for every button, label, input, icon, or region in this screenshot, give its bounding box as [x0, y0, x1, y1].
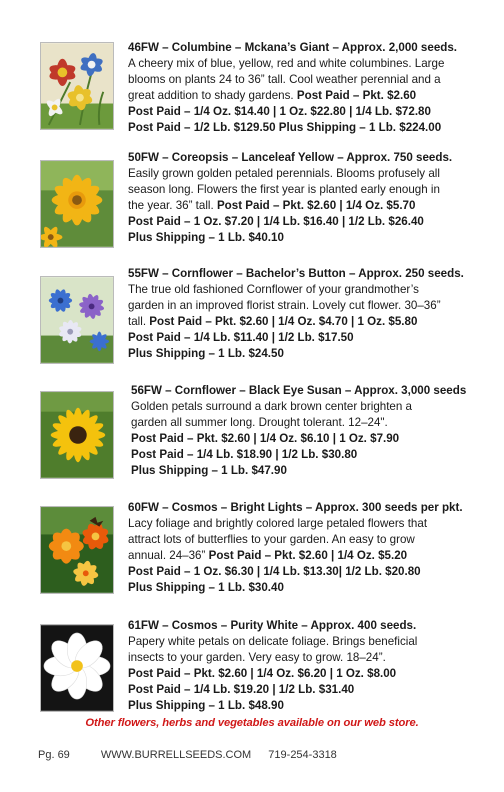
description-line [128, 88, 474, 104]
description-text: Lacy foliage and brightly colored large petaled flowers that [128, 517, 428, 530]
product-title: 50FW – Coreopsis – Lanceleaf Yellow – Approx. 750 seeds. [128, 151, 453, 164]
price-text: Post Paid – 1/4 Lb. $19.20 | 1/2 Lb. $31.40 [128, 683, 355, 696]
description-text: Papery white petals on delicate foliage. Brings beneficial [128, 635, 418, 648]
description-line [128, 650, 474, 666]
product-description [128, 500, 474, 596]
price-text: Plus Shipping – 1 Lb. $47.90 [131, 464, 287, 477]
description-line [131, 463, 477, 479]
description-text: the year. 36” tall. [128, 199, 217, 212]
description-text: tall. [128, 315, 150, 328]
description-line [128, 230, 474, 246]
price-text: Post Paid – Pkt. $2.60 | 1/4 Oz. $6.10 | 1 Oz. $7.90 [131, 432, 400, 445]
description-line [128, 532, 474, 548]
price-text: Post Paid – 1 Oz. $7.20 | 1/4 Lb. $16.40 | 1/2 Lb. $26.40 [128, 215, 424, 228]
price-text: Post Paid – 1 Oz. $6.30 | 1/4 Lb. $13.30| 1/2 Lb. $20.80 [128, 565, 421, 578]
product-lines [128, 634, 474, 714]
product-description [128, 266, 474, 362]
description-line [128, 564, 474, 580]
description-line [128, 346, 474, 362]
description-line [128, 214, 474, 230]
cosmos-purity-white-image [40, 624, 114, 712]
description-line [128, 282, 474, 298]
product-lines [128, 516, 474, 596]
price-text: Post Paid – Pkt. $2.60 [296, 89, 417, 102]
price-text: Post Paid – 1/4 Oz. $14.40 | 1 Oz. $22.80 | 1/4 Lb. $72.80 [128, 105, 431, 118]
description-line [128, 682, 474, 698]
product-title: 60FW – Cosmos – Bright Lights – Approx. 300 seeds per pkt. [128, 501, 463, 514]
description-line [128, 298, 474, 314]
description-line [128, 634, 474, 650]
description-line [128, 104, 474, 120]
description-text: insects to your garden. Very easy to grow. 18–24”. [128, 651, 386, 664]
description-line [128, 72, 474, 88]
web-store-promo: Other flowers, herbs and vegetables available on our web store. [85, 717, 419, 729]
coreopsis-image [40, 160, 114, 248]
description-line [131, 415, 477, 431]
price-text: Post Paid – Pkt. $2.60 | 1/4 Oz. $5.70 [216, 199, 416, 212]
price-text: Post Paid – Pkt. $2.60 | 1/4 Oz. $4.70 | 1 Oz. $5.80 [149, 315, 418, 328]
description-line [128, 314, 474, 330]
description-line [128, 330, 474, 346]
cosmos-bright-lights-image [40, 506, 114, 594]
product-description [128, 40, 474, 136]
product-description [128, 150, 474, 246]
description-text: annual. 24–36” [128, 549, 209, 562]
description-line [128, 120, 474, 136]
price-text: Post Paid – Pkt. $2.60 | 1/4 Oz. $6.20 | 1 Oz. $8.00 [128, 667, 397, 680]
product-lines [128, 166, 474, 246]
product-description [128, 618, 474, 714]
product-lines [128, 56, 474, 136]
columbine-image [40, 42, 114, 130]
price-text: Plus Shipping – 1 Lb. $24.50 [128, 347, 284, 360]
product-lines [131, 399, 477, 479]
product-title: 46FW – Columbine – Mckana’s Giant – Approx. 2,000 seeds. [128, 41, 458, 54]
description-line [128, 548, 474, 564]
description-text: great addition to shady gardens. [128, 89, 297, 102]
description-line [128, 198, 474, 214]
product-title: 61FW – Cosmos – Purity White – Approx. 400 seeds. [128, 619, 417, 632]
description-line [128, 182, 474, 198]
phone-number: 719-254-3318 [268, 749, 337, 761]
description-text: The true old fashioned Cornflower of your grandmother’s [128, 283, 419, 296]
description-line [128, 698, 474, 714]
description-text: Easily grown golden petaled perennials. Blooms profusely all [128, 167, 440, 180]
description-text: garden in an improved florist strain. Lovely cut flower. 30–36” [128, 299, 441, 312]
black-eyed-susan-image [40, 391, 114, 479]
price-text: Plus Shipping – 1 Lb. $48.90 [128, 699, 284, 712]
price-text: Post Paid – Pkt. $2.60 | 1/4 Oz. $5.20 [208, 549, 408, 562]
description-line [131, 447, 477, 463]
description-line [128, 516, 474, 532]
description-text: blooms on plants 24 to 36” tall. Cool weather perennial and a [128, 73, 441, 86]
description-line [128, 56, 474, 72]
website-link[interactable]: WWW.BURRELLSEEDS.COM [100, 749, 252, 761]
product-title: 55FW – Cornflower – Bachelor’s Button – Approx. 250 seeds. [128, 267, 464, 280]
cornflower-image [40, 276, 114, 364]
page-footer [38, 749, 351, 761]
description-line [128, 666, 474, 682]
description-text: garden all summer long. Drought tolerant. 12–24". [131, 416, 388, 429]
description-line [131, 431, 477, 447]
description-text: attract lots of butterflies to your garden. An easy to grow [128, 533, 415, 546]
page-number: Pg. 69 [38, 749, 70, 761]
product-title: 56FW – Cornflower – Black Eye Susan – Approx. 3,000 seeds [131, 384, 467, 397]
price-text: Plus Shipping – 1 Lb. $30.40 [128, 581, 284, 594]
description-text: Golden petals surround a dark brown center brighten a [131, 400, 412, 413]
price-text: Post Paid – 1/4 Lb. $18.90 | 1/2 Lb. $30.80 [131, 448, 358, 461]
price-text: Post Paid – 1/4 Lb. $11.40 | 1/2 Lb. $17.50 [128, 331, 354, 344]
description-line [128, 580, 474, 596]
price-text: Post Paid – 1/2 Lb. $129.50 Plus Shipping – 1 Lb. $224.00 [128, 121, 442, 134]
price-text: Plus Shipping – 1 Lb. $40.10 [128, 231, 284, 244]
description-line [128, 166, 474, 182]
product-lines [128, 282, 474, 362]
description-line [131, 399, 477, 415]
description-text: A cheery mix of blue, yellow, red and white columbines. Large [128, 57, 445, 70]
description-text: season long. Flowers the first year is planted early enough in [128, 183, 440, 196]
product-description [131, 383, 477, 479]
